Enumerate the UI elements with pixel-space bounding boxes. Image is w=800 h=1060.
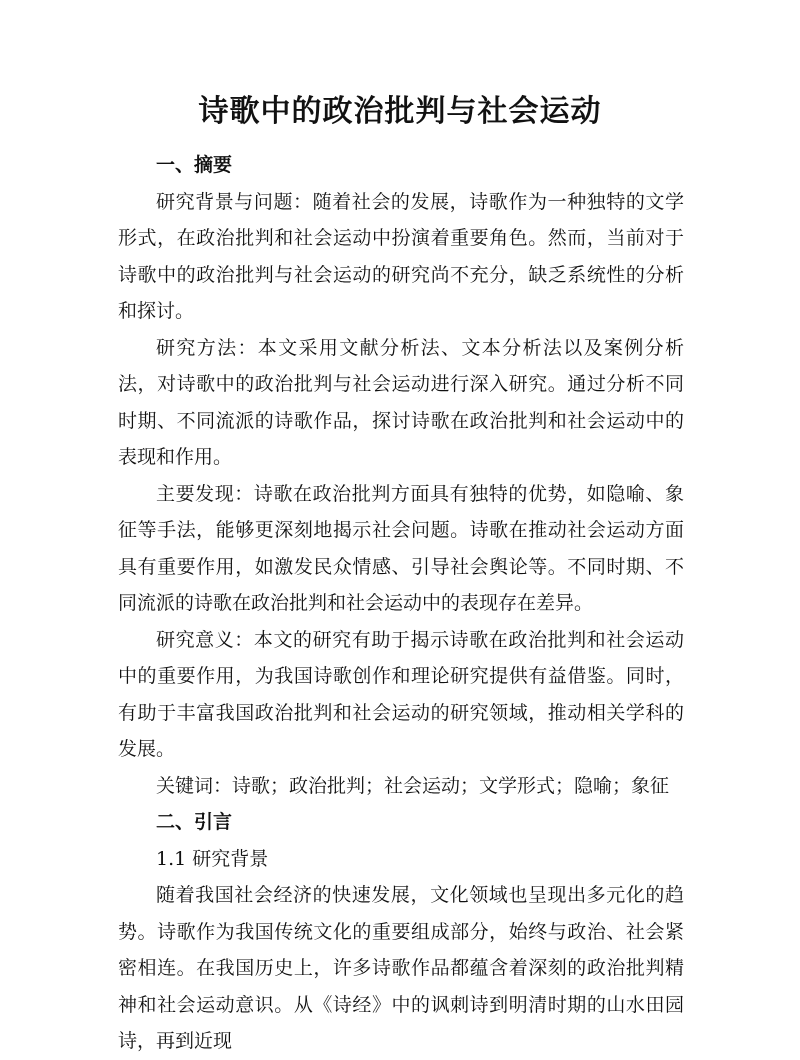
introduction-heading: 二、引言 <box>156 811 233 833</box>
keywords-line: 关键词：诗歌；政治批判；社会运动；文学形式；隐喻；象征 <box>156 774 670 797</box>
abstract-significance-paragraph: 研究意义：本文的研究有助于揭示诗歌在政治批判和社会运动中的重要作用，为我国诗歌创作和理论研究提供有益借鉴。同时，有助于丰富我国政治批判和社会运动的研究领域，推动相关学科的发展。 <box>118 628 684 760</box>
abstract-heading: 一、摘要 <box>156 154 233 176</box>
document-body <box>118 147 684 1060</box>
research-background-paragraph: 随着我国社会经济的快速发展，文化领域也呈现出多元化的趋势。诗歌作为我国传统文化的重要组成部分，始终与政治、社会紧密相连。在我国历史上，许多诗歌作品都蕴含着深刻的政治批判精神和社会运动意识。从《诗经》中的讽刺诗到明清时期的山水田园诗，再到近现 <box>118 884 684 1052</box>
research-background-subheading: 1.1 研究背景 <box>156 847 269 870</box>
abstract-background-paragraph: 研究背景与问题：随着社会的发展，诗歌作为一种独特的文学形式，在政治批判和社会运动中扮演着重要角色。然而，当前对于诗歌中的政治批判与社会运动的研究尚不充分，缺乏系统性的分析和探讨。 <box>118 190 684 322</box>
document-title: 诗歌中的政治批判与社会运动 <box>198 94 602 129</box>
abstract-method-paragraph: 研究方法：本文采用文献分析法、文本分析法以及案例分析法，对诗歌中的政治批判与社会运动进行深入研究。通过分析不同时期、不同流派的诗歌作品，探讨诗歌在政治批判和社会运动中的表现和作用。 <box>118 336 684 468</box>
abstract-findings-paragraph: 主要发现：诗歌在政治批判方面具有独特的优势，如隐喻、象征等手法，能够更深刻地揭示社会问题。诗歌在推动社会运动方面具有重要作用，如激发民众情感、引导社会舆论等。不同时期、不同流派的诗歌在政治批判和社会运动中的表现存在差异。 <box>118 482 684 614</box>
